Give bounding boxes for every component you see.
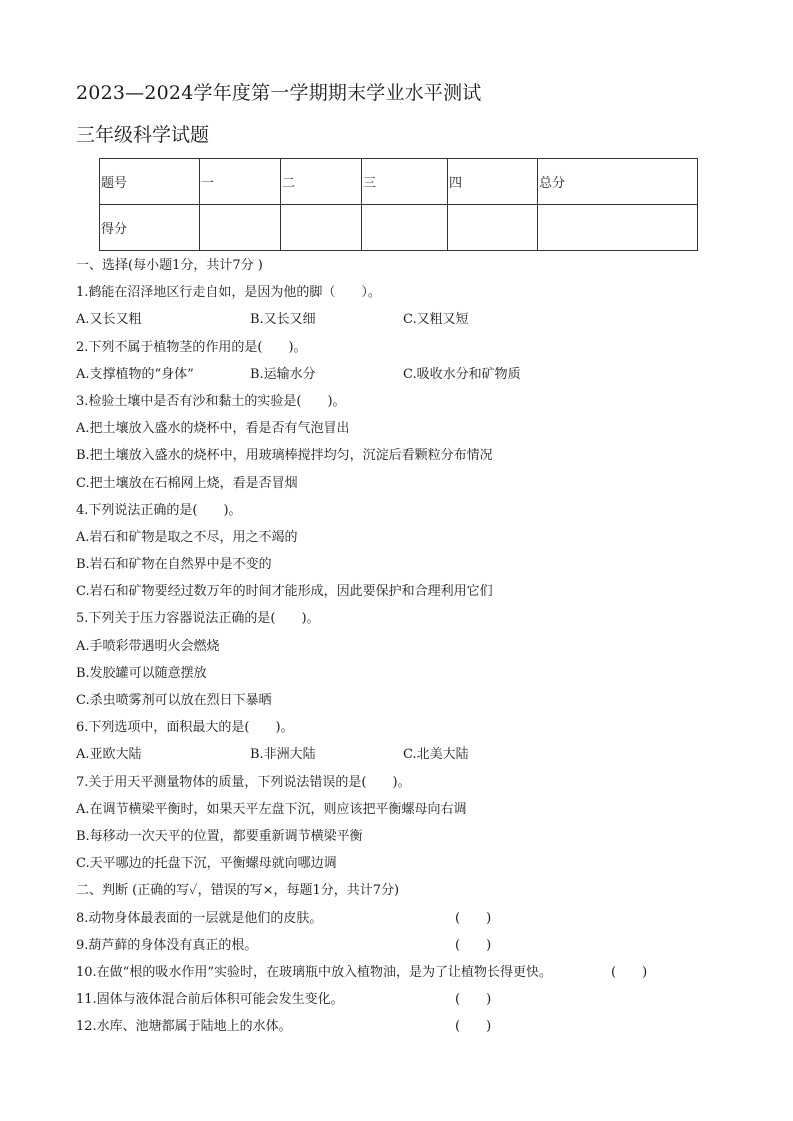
score-input-col3[interactable] <box>362 205 448 251</box>
q8-text: 8.动物身体最表面的一层就是他们的皮肤。 <box>76 910 323 926</box>
exam-subtitle: 三年级科学试题 <box>76 124 210 146</box>
q6-option-a[interactable]: A.亚欧大陆 <box>76 747 142 763</box>
score-input-col4[interactable] <box>448 205 538 251</box>
q10-text: 10.在做“根的吸水作用”实验时，在玻璃瓶中放入植物油，是为了让植物长得更快。 <box>76 964 552 980</box>
score-cell-total: 总分 <box>538 159 698 205</box>
q4-option-b[interactable]: B.岩石和矿物在自然界中是不变的 <box>76 557 272 573</box>
q1-option-c[interactable]: C.又粗又短 <box>403 312 469 328</box>
question-9 <box>76 932 756 959</box>
exam-title: 2023—2024学年度第一学期期末学业水平测试 <box>76 82 482 104</box>
score-input-col1[interactable] <box>200 205 281 251</box>
q5-option-b[interactable]: B.发胶罐可以随意摆放 <box>76 665 207 681</box>
question-5: 5.下列关于压力容器说法正确的是( )。 <box>76 611 320 627</box>
q9-text: 9.葫芦藓的身体没有真正的根。 <box>76 937 258 953</box>
q7-option-b[interactable]: B.每移动一次天平的位置，都要重新调节横梁平衡 <box>76 828 363 844</box>
q1-option-b[interactable]: B.又长又细 <box>250 312 316 328</box>
q1-option-a[interactable]: A.又长又粗 <box>76 312 142 328</box>
q12-text: 12.水库、池塘都属于陆地上的水体。 <box>76 1019 292 1035</box>
q12-answer-blank[interactable]: ( ) <box>455 1019 492 1035</box>
question-3: 3.检验土壤中是否有沙和黏土的实验是( )。 <box>76 393 346 409</box>
q4-option-a[interactable]: A.岩石和矿物是取之不尽，用之不竭的 <box>76 529 298 545</box>
question-11 <box>76 986 756 1013</box>
question-1-options <box>76 306 756 333</box>
q6-option-c[interactable]: C.北美大陆 <box>403 747 469 763</box>
question-2: 2.下列不属于植物茎的作用的是( )。 <box>76 339 307 355</box>
q3-option-b[interactable]: B.把土壤放入盛水的烧杯中，用玻璃棒搅拌均匀，沉淀后看颗粒分布情况 <box>76 448 493 464</box>
score-input-total[interactable] <box>538 205 698 251</box>
q11-text: 11.固体与液体混合前后体积可能会发生变化。 <box>76 992 344 1008</box>
question-10 <box>76 959 756 986</box>
question-6: 6.下列选项中，面积最大的是( )。 <box>76 720 294 736</box>
q3-option-c[interactable]: C.把土壤放在石棉网上烧，看是否冒烟 <box>76 475 298 491</box>
q7-option-c[interactable]: C.天平哪边的托盘下沉，平衡螺母就向哪边调 <box>76 856 337 872</box>
q11-answer-blank[interactable]: ( ) <box>455 992 492 1008</box>
q9-answer-blank[interactable]: ( ) <box>455 937 492 953</box>
score-cell-col1: 一 <box>200 159 281 205</box>
score-cell-col2: 二 <box>281 159 362 205</box>
q2-option-b[interactable]: B.运输水分 <box>250 366 316 382</box>
score-table <box>99 158 698 251</box>
score-table-score-row <box>100 205 698 251</box>
q7-option-a[interactable]: A.在调节横梁平衡时，如果天平左盘下沉，则应该把平衡螺母向右调 <box>76 801 467 817</box>
q8-answer-blank[interactable]: ( ) <box>455 910 492 926</box>
section2-heading: 二、判断 (正确的写✓，错误的写×，每题1分，共计7分) <box>76 883 400 899</box>
question-7: 7.关于用天平测量物体的质量，下列说法错误的是( )。 <box>76 774 411 790</box>
question-2-options <box>76 361 756 388</box>
q2-option-a[interactable]: A.支撑植物的“身体” <box>76 366 194 382</box>
score-cell-label: 题号 <box>100 159 200 205</box>
q5-option-c[interactable]: C.杀虫喷雾剂可以放在烈日下暴晒 <box>76 693 272 708</box>
score-table-header-row <box>100 159 698 205</box>
q5-option-a[interactable]: A.手喷彩带遇明火会燃烧 <box>76 638 220 654</box>
q4-option-c[interactable]: C.岩石和矿物要经过数万年的时间才能形成，因此要保护和合理利用它们 <box>76 584 493 600</box>
question-list <box>76 252 756 1040</box>
question-4: 4.下列说法正确的是( )。 <box>76 502 242 518</box>
score-input-col2[interactable] <box>281 205 362 251</box>
question-8 <box>76 905 756 932</box>
question-12 <box>76 1013 756 1040</box>
question-1: 1.鹤能在沼泽地区行走自如，是因为他的脚（ ）。 <box>76 285 381 301</box>
question-6-options <box>76 741 756 768</box>
q10-answer-blank[interactable]: ( ) <box>611 964 648 980</box>
section1-heading: 一、选择(每小题1分，共计7分 ) <box>76 258 263 273</box>
score-cell-col3: 三 <box>362 159 448 205</box>
score-row-label: 得分 <box>100 205 200 251</box>
q3-option-a[interactable]: A.把土壤放入盛水的烧杯中，看是否有气泡冒出 <box>76 421 350 437</box>
q2-option-c[interactable]: C.吸收水分和矿物质 <box>403 366 521 382</box>
q6-option-b[interactable]: B.非洲大陆 <box>250 747 316 763</box>
score-cell-col4: 四 <box>448 159 538 205</box>
